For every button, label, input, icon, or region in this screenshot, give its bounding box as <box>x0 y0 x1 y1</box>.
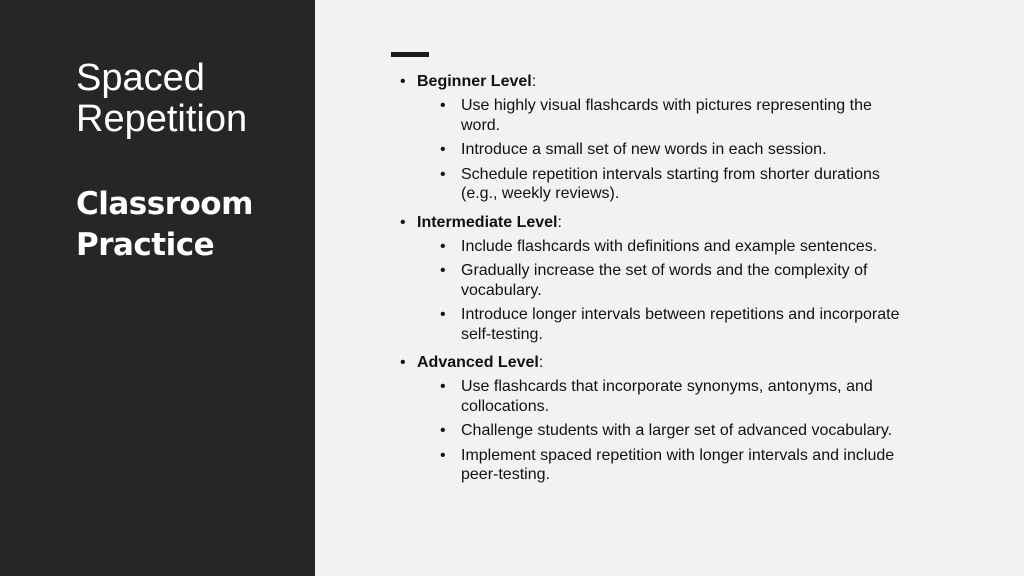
bullet-icon: • <box>440 97 446 114</box>
level-suffix: : <box>557 213 562 231</box>
level-suffix: : <box>538 354 544 371</box>
level-intermediate <box>400 213 920 345</box>
level-heading <box>400 213 920 233</box>
list-item-text: Introduce longer intervals between repetitions and incorporate self-testing. <box>461 306 900 343</box>
list-item-text: Introduce a small set of new words in each session. <box>461 141 827 158</box>
accent-bar <box>391 52 429 57</box>
list-item-text: Implement spaced repetition with longer intervals and include peer-testing. <box>461 446 895 483</box>
level-beginner <box>400 72 920 204</box>
list-item <box>400 96 901 135</box>
bullet-icon: • <box>440 165 446 183</box>
level-heading <box>400 353 920 373</box>
bullet-icon: • <box>440 306 446 323</box>
bullet-icon: • <box>440 237 446 255</box>
bullet-icon: • <box>400 73 406 90</box>
list-item <box>400 305 901 344</box>
level-suffix: : <box>531 73 537 90</box>
level-label: Beginner Level <box>417 73 532 90</box>
bullet-icon: • <box>400 213 406 231</box>
list-item <box>400 140 901 160</box>
list-item <box>400 377 901 416</box>
list-item <box>400 421 901 441</box>
slide-subtitle: Classroom Practice <box>76 186 253 263</box>
bullet-icon: • <box>440 378 446 395</box>
content-list <box>400 72 920 494</box>
list-item-text: Challenge students with a larger set of advanced vocabulary. <box>461 422 893 439</box>
level-advanced <box>400 353 920 485</box>
list-item-text: Gradually increase the set of words and the complexity of vocabulary. <box>461 262 868 299</box>
bullet-icon: • <box>440 141 446 158</box>
bullet-icon: • <box>400 354 406 371</box>
list-item-text: Schedule repetition intervals starting from shorter durations (e.g., weekly reviews). <box>461 165 880 202</box>
bullet-icon: • <box>440 422 446 439</box>
list-item-text: Include flashcards with definitions and example sentences. <box>461 237 878 255</box>
list-item <box>400 446 901 485</box>
list-item-text: Use flashcards that incorporate synonyms, antonyms, and collocations. <box>461 378 873 415</box>
list-item-text: Use highly visual flashcards with pictures representing the word. <box>461 97 872 134</box>
list-item <box>400 261 901 300</box>
bullet-icon: • <box>440 446 446 464</box>
level-heading <box>400 72 920 92</box>
title-panel <box>0 0 315 576</box>
list-item <box>400 237 901 257</box>
slide-title: Spaced Repetition <box>76 57 248 140</box>
level-label: Intermediate Level <box>417 213 558 231</box>
list-item <box>400 165 901 204</box>
level-label: Advanced Level <box>417 354 539 371</box>
bullet-icon: • <box>440 262 446 279</box>
